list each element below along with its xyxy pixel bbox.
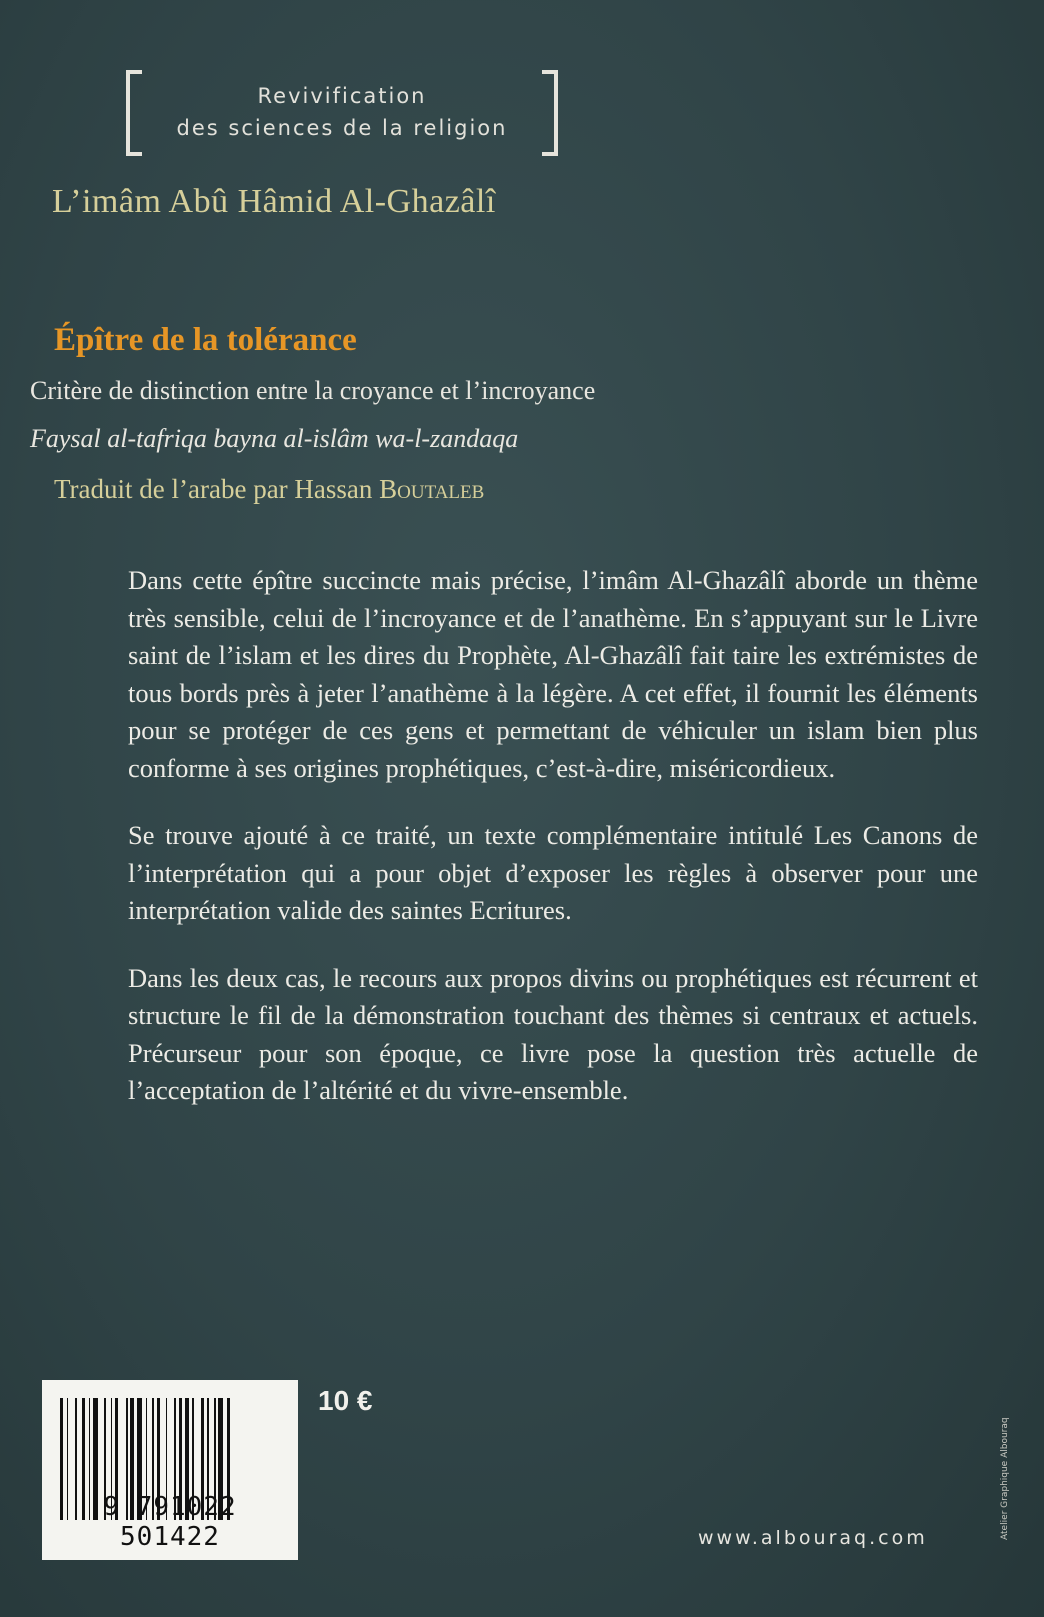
description-paragraph-3: Dans les deux cas, le recours aux propos divins ou prophétiques est récurrent et structure le fil de la démonstration touchant des thèmes si centraux et actuels. Précurseur pour son époque, ce livre pose la question très actuelle de l’acceptation de l’altérité et du vivre-ensemble. [128,962,978,1105]
series-label [126,70,558,150]
isbn-number: 9 791022 501422 [103,1492,237,1552]
series-text [148,80,536,144]
description [128,562,978,1140]
book-title: Épître de la tolérance [54,322,357,358]
book-subtitle: Critère de distinction entre la croyance et l’incroyance [30,376,596,405]
author-name: L’imâm Abû Hâmid Al-Ghazâlî [52,183,496,220]
right-bracket [542,70,558,156]
barcode [42,1380,298,1560]
arabic-title: Faysal al-tafriqa bayna al-islâm wa-l-zandaqa [30,424,519,453]
design-credit: Atelier Graphique Albouraq [1000,1417,1010,1540]
description-paragraph-2: Se trouve ajouté à ce traité, un texte complémentaire intitulé Les Canons de l’interprétation qui a pour objet d’exposer les règles à observer pour une interprétation valide des saintes Ecritures. [128,820,978,925]
description-paragraph-1: Dans cette épître succincte mais précise, l’imâm Al-Ghazâlî aborde un thème très sensible, celui de l’incroyance et de l’anathème. En s’appuyant sur le Livre saint de l’islam et les dires du Prophète, Al-Ghazâlî fait taire les extrémistes de tous bords près à jeter l’anathème à la légère. A cet effet, il fournit les éléments pour se protéger de ces gens et permettant de véhiculer un islam bien plus conforme à ses origines prophétiques, c’est-à-dire, miséricordieux. [128,565,978,783]
translator-surname: Boutaleb [379,474,485,504]
translator-credit [54,474,484,505]
website-url: www.albouraq.com [698,1527,928,1549]
price: 10 € [318,1385,373,1416]
left-bracket [126,70,142,156]
series-line-2: des sciences de la religion [176,116,508,140]
series-line-1: Revivification [257,84,427,108]
translator-prefix: Traduit de l’arabe par Hassan [54,474,380,504]
